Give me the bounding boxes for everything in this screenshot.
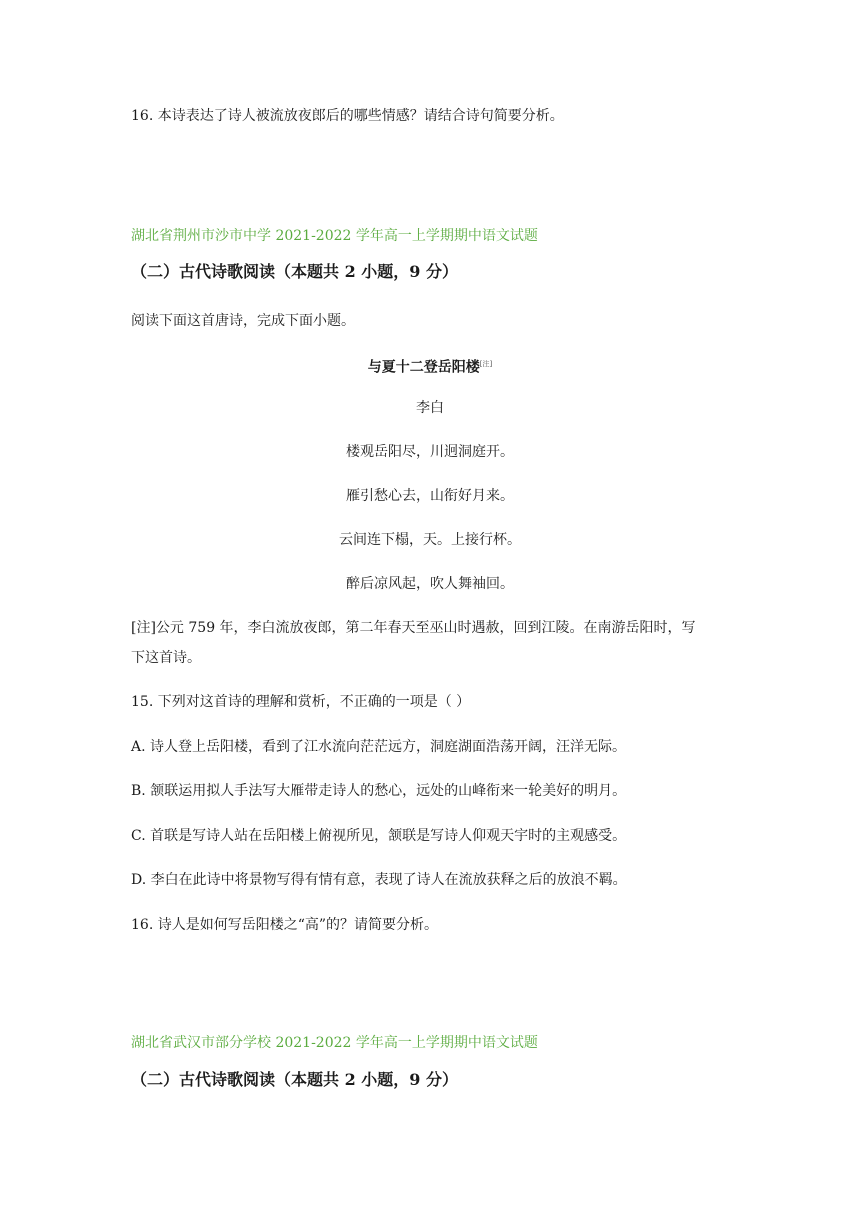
poem-line-2: 雁引愁心去，山衔好月来。	[346, 488, 514, 504]
poem-line-3: 云间连下榻，天。上接行杯。	[339, 532, 521, 548]
question-16: 16. 诗人是如何写岳阳楼之“高”的？请简要分析。	[131, 917, 439, 933]
poem-note-line-2: 下这首诗。	[131, 650, 201, 666]
poem-title: 与夏十二登岳阳楼	[367, 359, 480, 376]
question-16-previous: 16. 本诗表达了诗人被流放夜郎后的哪些情感？请结合诗句简要分析。	[131, 108, 564, 124]
section-heading: （二）古代诗歌阅读（本题共 2 小题，9 分）	[131, 262, 458, 281]
poem-note-line-1: [注]公元 759 年，李白流放夜郎，第二年春天至巫山时遇赦，回到江陵。在南游岳阳时，写	[131, 620, 696, 636]
poem-title-row	[0, 354, 860, 378]
question-15: 15. 下列对这首诗的理解和赏析，不正确的一项是（ ）	[131, 694, 471, 710]
section-source-jingzhou: 湖北省荆州市沙市中学 2021-2022 学年高一上学期期中语文试题	[131, 228, 538, 244]
option-a: A. 诗人登上岳阳楼，看到了江水流向茫茫远方，洞庭湖面浩荡开阔，汪洋无际。	[131, 739, 627, 755]
option-d: D. 李白在此诗中将景物写得有情有意，表现了诗人在流放获释之后的放浪不羁。	[131, 872, 627, 888]
poem-author: 李白	[416, 400, 444, 416]
reading-instruction: 阅读下面这首唐诗，完成下面小题。	[131, 313, 355, 329]
poem-line-1: 楼观岳阳尽，川迥洞庭开。	[346, 444, 514, 460]
section-source-wuhan: 湖北省武汉市部分学校 2021-2022 学年高一上学期期中语文试题	[131, 1035, 538, 1051]
poem-title-note: [注]	[479, 360, 493, 368]
option-c: C. 首联是写诗人站在岳阳楼上俯视所见，颔联是写诗人仰观天宇时的主观感受。	[131, 828, 627, 844]
option-b: B. 颔联运用拟人手法写大雁带走诗人的愁心，远处的山峰衔来一轮美好的明月。	[131, 783, 627, 799]
section-heading-2: （二）古代诗歌阅读（本题共 2 小题，9 分）	[131, 1070, 458, 1089]
poem-line-4: 醉后凉风起，吹人舞袖回。	[346, 576, 514, 592]
